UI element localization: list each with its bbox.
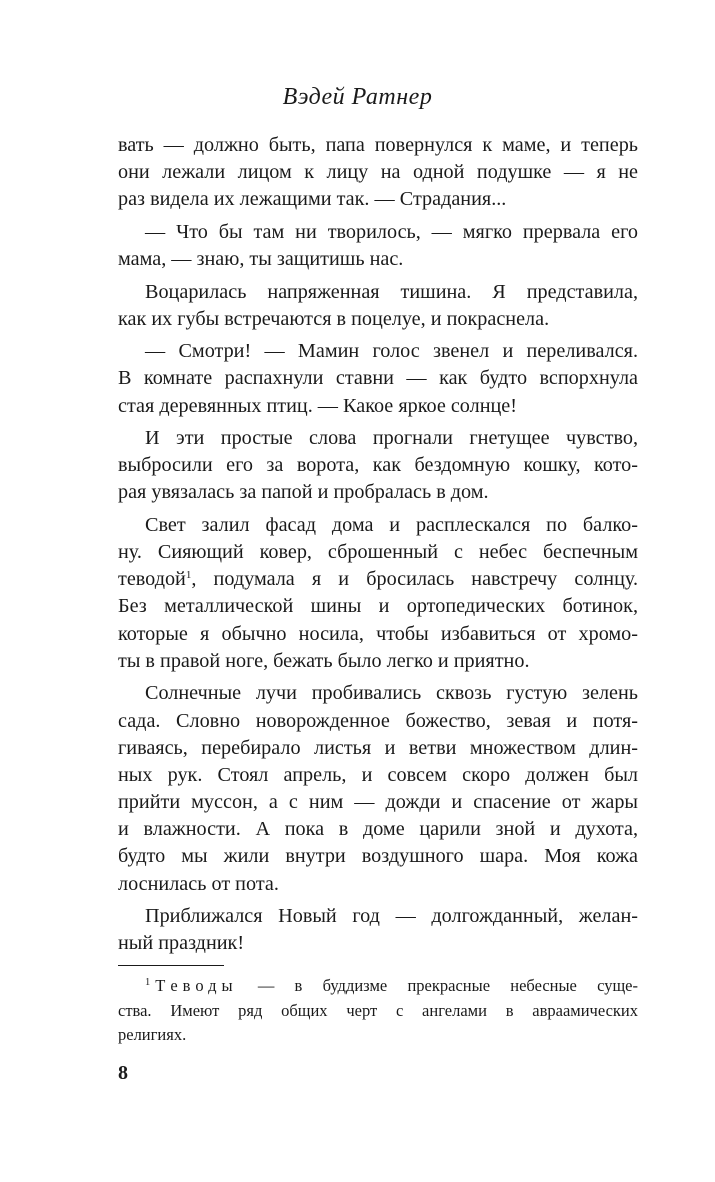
text-line: Приближался Новый год — долгожданный, желан- <box>145 905 638 928</box>
paragraph <box>118 132 638 214</box>
paragraph <box>118 903 638 957</box>
footnote-separator <box>118 965 224 966</box>
text-line: ты в правой ноге, бежать было легко и приятно. <box>118 649 530 672</box>
text-line: сада. Словно новорожденное божество, зевая и потя- <box>118 709 638 732</box>
text-line: ный праздник! <box>118 932 245 955</box>
text-line: которые я обычно носила, чтобы избавиться от хромо- <box>118 622 638 645</box>
footnote-line: ства. Имеют ряд общих черт с ангелами в авраамических <box>118 1000 638 1020</box>
body-text <box>118 132 638 958</box>
text-line: они лежали лицом к лицу на одной подушке — я не <box>118 161 638 184</box>
text-line: И эти простые слова прогнали гнетущее чувство, <box>145 427 638 450</box>
text-line: как их губы встречаются в поцелуе, и покраснела. <box>118 307 550 330</box>
text-line: ну. Сияющий ковер, сброшенный с небес беспечным <box>118 541 638 564</box>
paragraph <box>118 680 638 898</box>
text-line: прийти муссон, а с ним — дожди и спасение от жары <box>118 791 638 814</box>
paragraph <box>118 512 638 675</box>
page-number: 8 <box>118 1062 128 1084</box>
paragraph <box>118 279 638 333</box>
text-line: и влажности. А пока в доме царили зной и духота, <box>118 818 638 841</box>
footnote-marker: 1 <box>145 977 151 988</box>
footnote-reference: 1 <box>185 569 192 582</box>
text-fragment: теводой <box>118 568 186 591</box>
text-line: лоснилась от пота. <box>118 872 279 895</box>
text-line: стая деревянных птиц. — Какое яркое солнце! <box>118 394 517 417</box>
running-head: Вэдей Ратнер <box>282 84 433 110</box>
footnote-line: религиях. <box>118 1025 187 1044</box>
text-line: — Смотри! — Мамин голос звенел и переливался. <box>145 340 638 363</box>
text-fragment: , подумала я и бросилась навстречу солнцу. <box>191 568 638 591</box>
text-line: будто мы жили внутри воздушного шара. Моя кожа <box>118 845 638 868</box>
paragraph <box>118 425 638 507</box>
text-line: Воцарилась напряженная тишина. Я представила, <box>145 280 638 303</box>
footnote <box>118 974 638 1048</box>
footnote-line <box>118 974 638 999</box>
footnote-text: — в буддизме прекрасные небесные суще- <box>257 976 638 995</box>
text-line: — Что бы там ни творилось, — мягко прервала его <box>145 220 638 243</box>
text-line: Солнечные лучи пробивались сквозь густую зелень <box>145 682 638 705</box>
text-line: выбросили его за ворота, как бездомную кошку, кото- <box>118 454 638 477</box>
text-line: ных рук. Стоял апрель, и совсем скоро должен был <box>118 763 638 786</box>
text-line: В комнате распахнули ставни — как будто вспорхнула <box>118 367 638 390</box>
paragraph <box>118 219 638 273</box>
text-line: вать — должно быть, папа повернулся к маме, и теперь <box>118 134 638 156</box>
text-line: рая увязалась за папой и пробралась в дом. <box>118 481 489 504</box>
footnote-term: Тeводы <box>155 976 238 995</box>
text-line: Свет залил фасад дома и расплескался по балко- <box>145 513 638 536</box>
text-line: Без металлической шины и ортопедических ботинок, <box>118 595 638 618</box>
text-line <box>118 566 638 593</box>
text-line: гиваясь, перебирало листья и ветви множеством длин- <box>118 736 638 759</box>
paragraph <box>118 338 638 420</box>
text-line: мама, — знаю, ты защитишь нас. <box>118 248 404 271</box>
text-line: раз видела их лежащими так. — Страдания... <box>118 188 507 211</box>
